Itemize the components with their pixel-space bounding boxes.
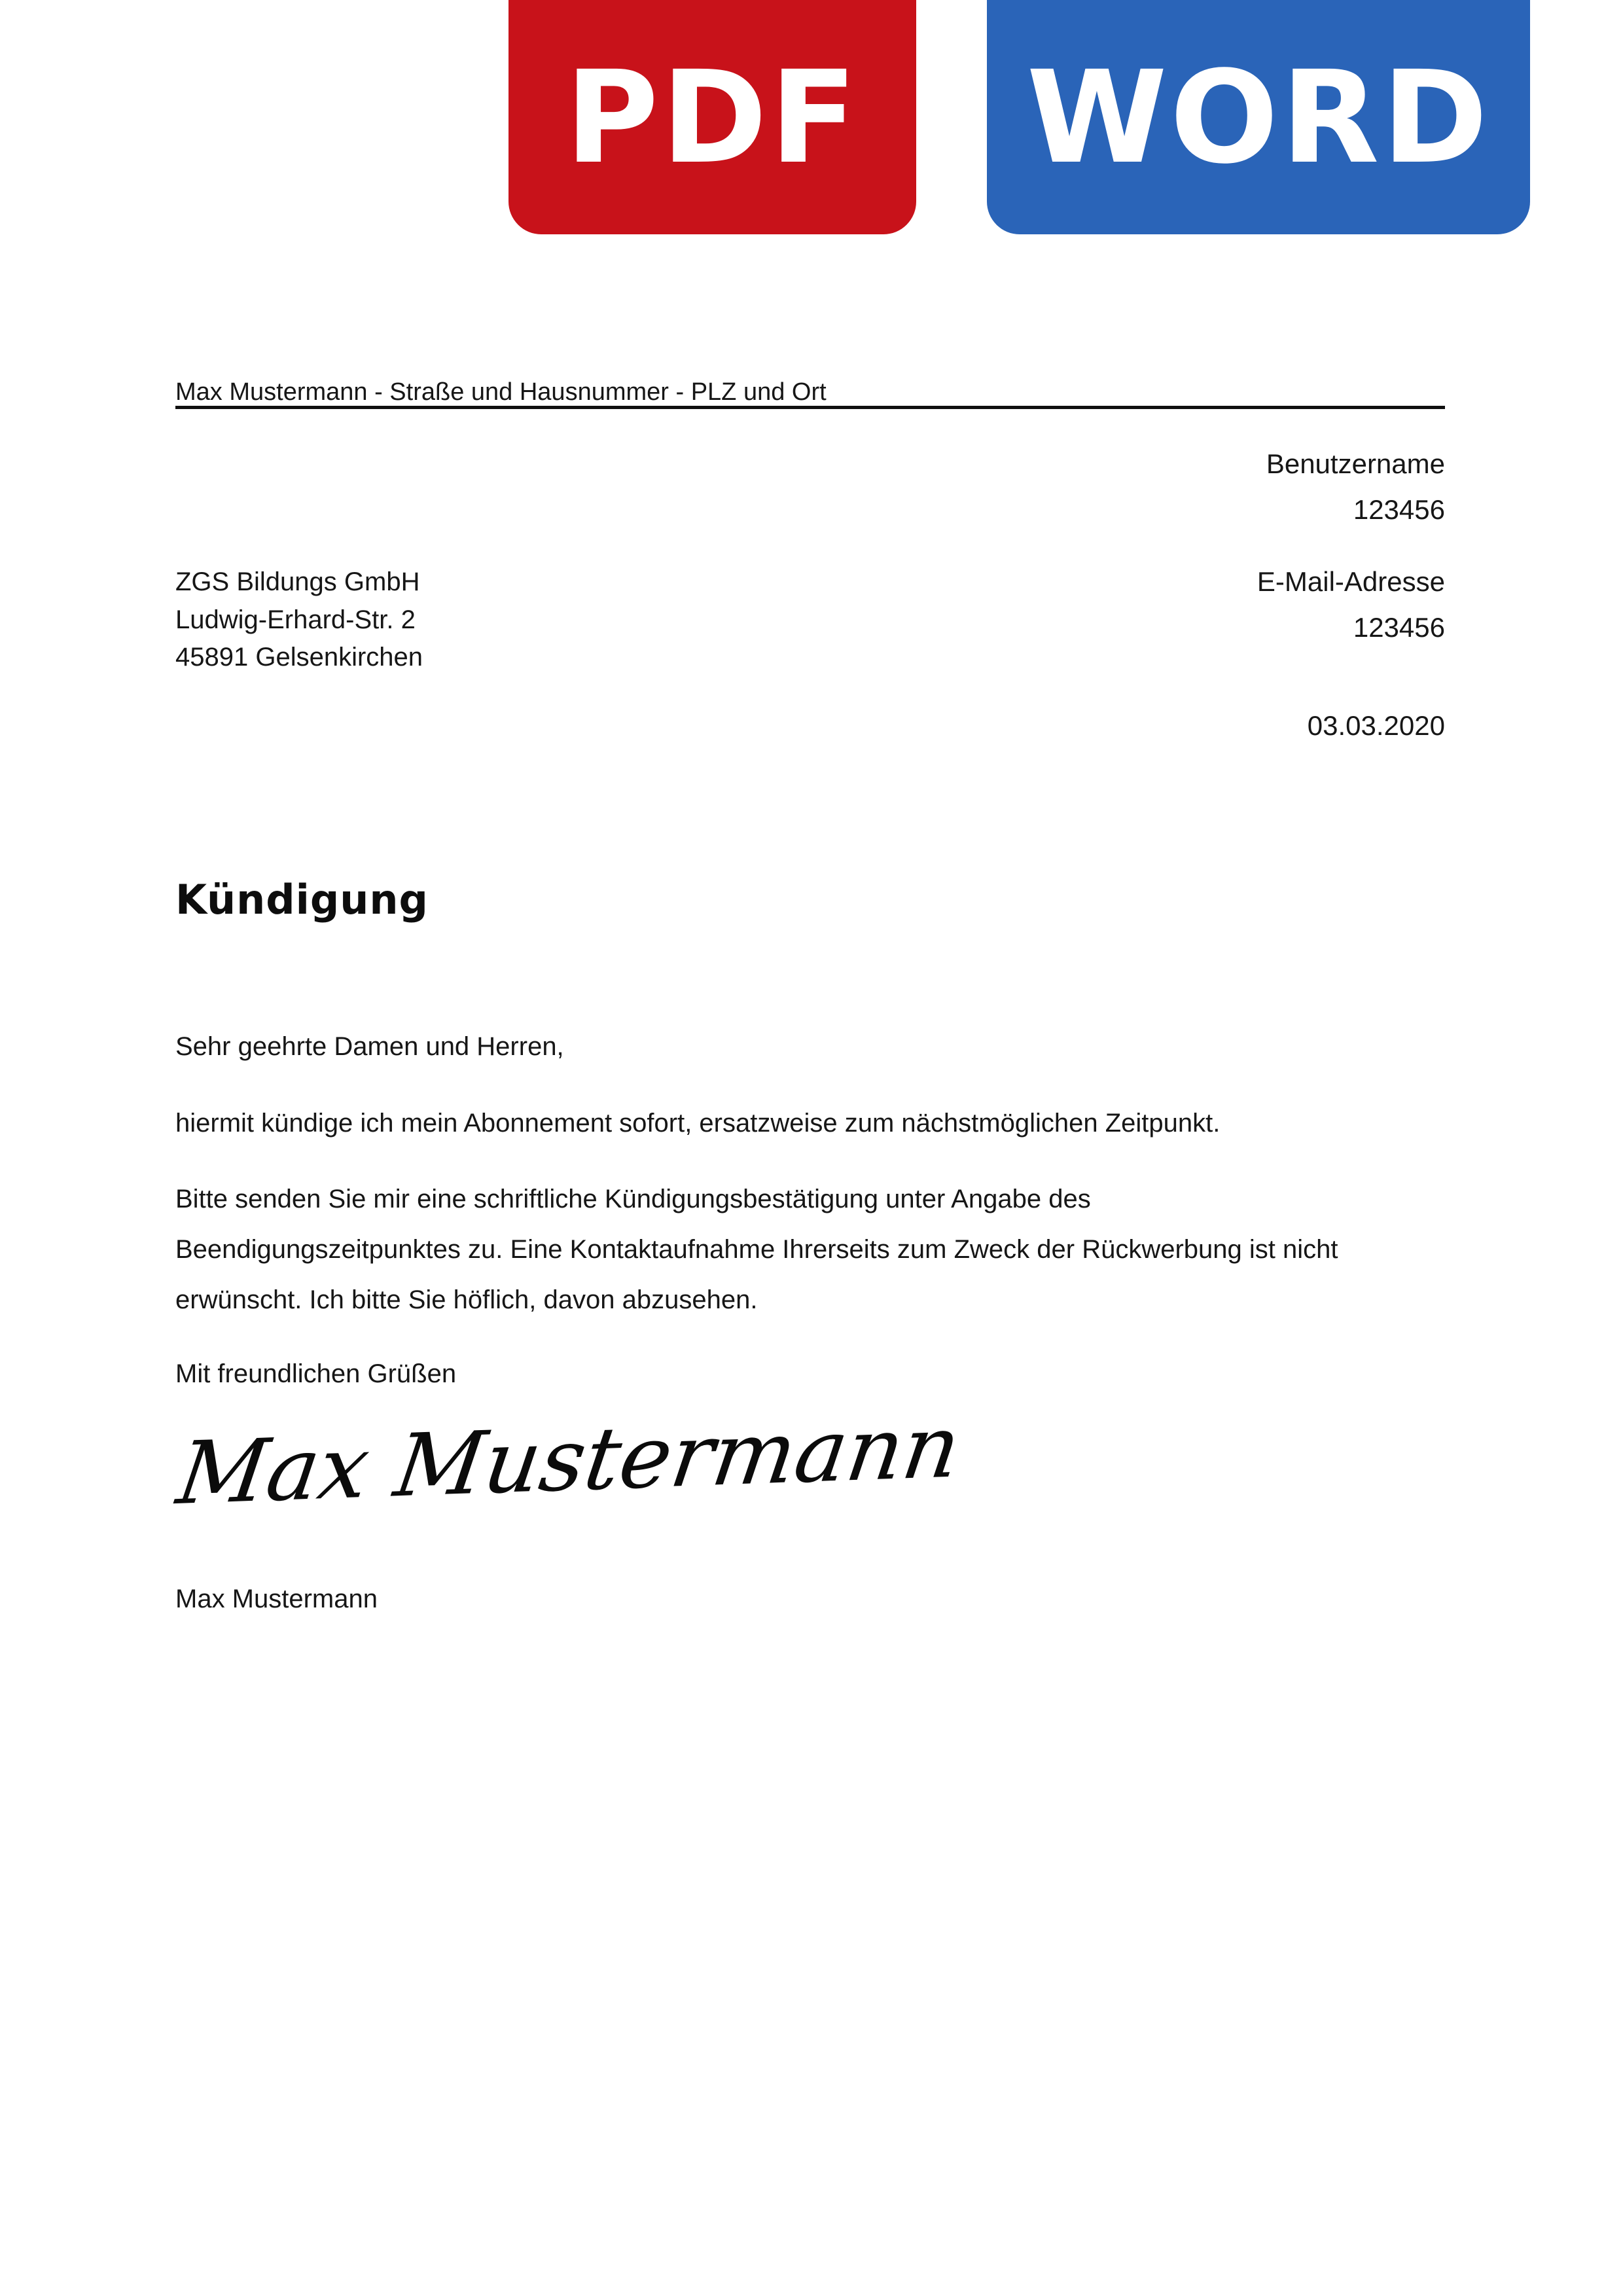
pdf-download-badge[interactable] [508, 0, 916, 234]
recipient-city: 45891 Gelsenkirchen [175, 643, 423, 672]
letter-date: 03.03.2020 [1307, 710, 1445, 741]
closing-phrase: Mit freundlichen Grüßen [175, 1359, 457, 1388]
email-value: 123456 [1353, 612, 1445, 643]
paragraph-confirmation-line1: Bitte senden Sie mir eine schriftliche Kündigungsbestätigung unter Angabe des [175, 1185, 1091, 1213]
handwritten-signature: Max Mustermann [171, 1396, 967, 1524]
signed-name: Max Mustermann [175, 1585, 378, 1613]
paragraph-confirmation-line2: Beendigungszeitpunktes zu. Eine Kontaktaufnahme Ihrerseits zum Zweck der Rückwerbung ist nicht [175, 1235, 1338, 1264]
email-label: E-Mail-Adresse [1257, 566, 1445, 597]
username-label: Benutzername [1266, 448, 1445, 479]
letter-subject: Kündigung [175, 876, 429, 924]
sender-divider-rule [175, 406, 1445, 409]
recipient-street: Ludwig-Erhard-Str. 2 [175, 605, 416, 634]
paragraph-confirmation [175, 1174, 1458, 1325]
paragraph-confirmation-line3: erwünscht. Ich bitte Sie höflich, davon abzusehen. [175, 1285, 758, 1314]
username-value: 123456 [1353, 494, 1445, 525]
recipient-company: ZGS Bildungs GmbH [175, 567, 420, 596]
pdf-badge-label: PDF [565, 43, 860, 192]
recipient-address-block [175, 564, 423, 677]
word-download-badge[interactable] [987, 0, 1530, 234]
word-badge-label: WORD [1026, 43, 1491, 192]
sender-address-line: Max Mustermann - Straße und Hausnummer - PLZ und Ort [175, 378, 827, 406]
paragraph-cancellation: hiermit kündige ich mein Abonnement sofort, ersatzweise zum nächstmöglichen Zeitpunkt. [175, 1109, 1221, 1138]
salutation: Sehr geehrte Damen und Herren, [175, 1032, 564, 1061]
